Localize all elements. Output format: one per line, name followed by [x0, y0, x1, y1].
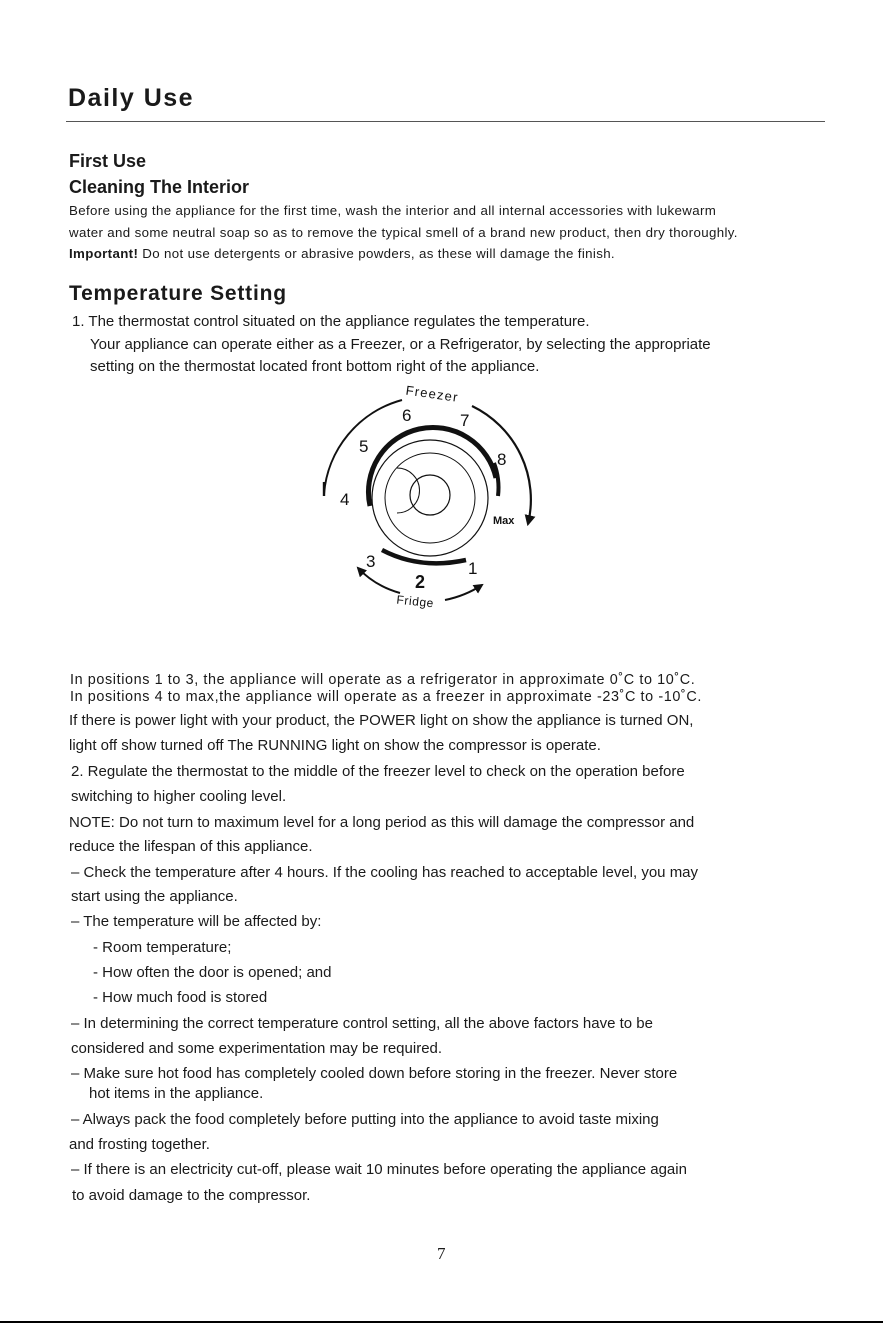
body-line-13: – In determining the correct temperature control setting, all the above factors have to be	[71, 1015, 653, 1032]
body-line-2: light off show turned off The RUNNING light on show the compressor is operate.	[69, 737, 601, 754]
body-line-6: reduce the lifespan of this appliance.	[69, 838, 313, 855]
dial-number-2: 2	[415, 572, 426, 592]
dial-outer-ring	[372, 440, 488, 556]
dial-number-6: 6	[402, 406, 412, 425]
body-line-11: - How often the door is opened; and	[93, 964, 332, 981]
important-label: Important!	[69, 246, 139, 261]
dial-center	[410, 475, 450, 515]
dial-number-4: 4	[340, 490, 350, 509]
fridge-label: Fridge	[395, 592, 435, 611]
body-line-3: 2. Regulate the thermostat to the middle of the freezer level to check on the operation before	[71, 763, 685, 780]
temperature-line-2: Your appliance can operate either as a Freezer, or a Refrigerator, by selecting the appropriate	[90, 336, 711, 353]
temperature-line-3: setting on the thermostat located front bottom right of the appliance.	[90, 358, 540, 375]
body-line-14: considered and some experimentation may be required.	[71, 1040, 443, 1057]
important-note	[69, 246, 615, 261]
heading-divider	[66, 121, 825, 122]
dial-number-8: 8	[497, 450, 507, 469]
body-line-12: - How much food is stored	[93, 989, 268, 1006]
max-label: Max	[493, 515, 515, 527]
body-line-19: – If there is an electricity cut-off, please wait 10 minutes before operating the appliance again	[71, 1161, 687, 1178]
page-number: 7	[437, 1244, 446, 1263]
positions-line-2: In positions 4 to max,the appliance will operate as a freezer in approximate -23˚C to -10˚C.	[70, 689, 702, 705]
body-line-16: hot items in the appliance.	[89, 1085, 264, 1102]
dial-number-3: 3	[366, 552, 376, 571]
fridge-arrow-right	[445, 585, 482, 600]
freezer-zone-arc	[368, 427, 496, 506]
dial-number-5: 5	[359, 437, 369, 456]
temperature-line-1: 1. The thermostat control situated on the appliance regulates the temperature.	[72, 313, 590, 330]
body-line-10: - Room temperature;	[93, 939, 232, 956]
page-heading: Daily Use	[68, 84, 195, 112]
body-line-5: NOTE: Do not turn to maximum level for a long period as this will damage the compressor and	[69, 814, 695, 831]
section-title-temperature: Temperature Setting	[69, 282, 287, 305]
fridge-zone-arc	[382, 550, 466, 563]
section-subtitle-cleaning: Cleaning The Interior	[69, 177, 250, 197]
cleaning-line-2: water and some neutral soap so as to remove the typical smell of a brand new product, then dry thoroughly.	[69, 225, 738, 240]
body-line-4: switching to higher cooling level.	[71, 788, 287, 805]
dial-number-1: 1	[468, 559, 478, 578]
body-line-17: – Always pack the food completely before putting into the appliance to avoid taste mixing	[71, 1111, 659, 1128]
section-title-first-use: First Use	[69, 151, 147, 171]
body-line-9: – The temperature will be affected by:	[71, 913, 322, 930]
body-line-15: – Make sure hot food has completely cooled down before storing in the freezer. Never store	[71, 1065, 678, 1082]
body-line-7: – Check the temperature after 4 hours. If the cooling has reached to acceptable level, you may	[71, 864, 699, 881]
body-line-18: and frosting together.	[69, 1136, 210, 1153]
body-line-20: to avoid damage to the compressor.	[72, 1187, 311, 1204]
fridge-arrow-left	[358, 568, 400, 593]
cleaning-line-1: Before using the appliance for the first time, wash the interior and all internal accessories with lukewarm	[69, 203, 717, 218]
dial-inner-ring	[385, 453, 475, 543]
important-text: Do not use detergents or abrasive powders, as these will damage the finish.	[142, 246, 615, 261]
dial-grip	[397, 468, 420, 513]
body-line-1: If there is power light with your product, the POWER light on show the appliance is turned ON,	[69, 712, 694, 729]
body-line-8: start using the appliance.	[71, 888, 238, 905]
thermostat-dial-diagram	[300, 378, 560, 638]
positions-line-1: In positions 1 to 3, the appliance will operate as a refrigerator in approximate 0˚C to 10˚C.	[70, 672, 696, 688]
freezer-label: Freezer	[404, 382, 460, 405]
dial-number-7: 7	[460, 411, 470, 430]
